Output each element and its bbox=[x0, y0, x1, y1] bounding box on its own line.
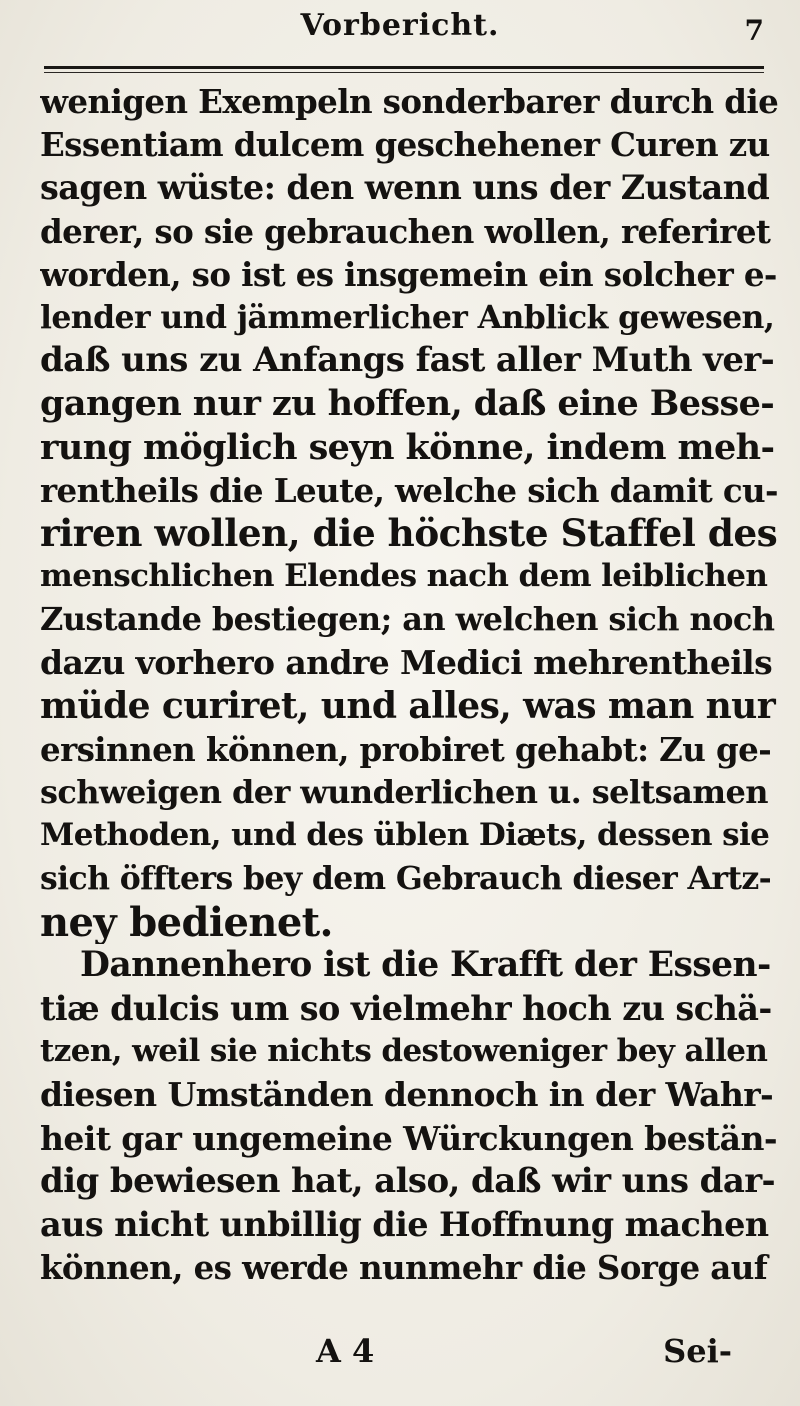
text-line: rung möglich seyn könne, indem meh- bbox=[40, 426, 775, 468]
text-line: daß uns zu Anfangs fast aller Muth ver- bbox=[40, 340, 775, 381]
text-line: ersinnen können, probiret gehabt: Zu ge- bbox=[40, 729, 772, 769]
text-line: diesen Umständen dennoch in der Wahr- bbox=[40, 1075, 774, 1115]
header-rule-thin bbox=[44, 72, 764, 73]
header-rule bbox=[44, 66, 764, 69]
text-line: Methoden, und des üblen Diæts, dessen sie bbox=[40, 817, 770, 854]
running-head bbox=[0, 8, 800, 48]
text-line: heit gar ungemeine Würckungen bestän- bbox=[40, 1118, 777, 1158]
text-line: menschlichen Elendes nach dem leiblichen bbox=[40, 558, 768, 595]
text-line: wenigen Exempeln sonderbarer durch die bbox=[40, 82, 778, 121]
text-line: ney bedienet. bbox=[40, 900, 333, 944]
running-title: Vorbericht. bbox=[300, 8, 500, 43]
text-line: müde curiret, und alles, was man nur bbox=[40, 684, 776, 727]
text-line: riren wollen, die höchste Staffel des bbox=[40, 511, 778, 555]
text-line: dig bewiesen hat, also, daß wir uns dar- bbox=[40, 1160, 776, 1201]
text-line: tiæ dulcis um so vielmehr hoch zu schä- bbox=[40, 988, 772, 1028]
text-line: sich öffters bey dem Gebrauch dieser Artz- bbox=[40, 860, 772, 898]
text-line: gangen nur zu hoffen, daß eine Besse- bbox=[40, 383, 775, 425]
page-number: 7 bbox=[744, 14, 764, 47]
text-line: derer, so sie gebrauchen wollen, referiret bbox=[40, 211, 771, 251]
text-line: dazu vorhero andre Medici mehrentheils bbox=[40, 643, 773, 683]
text-line: sagen wüste: den wenn uns der Zustand bbox=[40, 168, 770, 208]
body-text bbox=[40, 80, 778, 1289]
page-footer bbox=[0, 1332, 800, 1382]
text-line: Zustande bestiegen; an welchen sich noch bbox=[40, 600, 775, 639]
text-line: tzen, weil sie nichts destoweniger bey allen bbox=[40, 1033, 768, 1070]
paragraph-start-line: Dannenhero ist die Krafft der Essen- bbox=[80, 944, 771, 985]
signature-mark: A 4 bbox=[316, 1332, 375, 1370]
text-line: Essentiam dulcem geschehener Curen zu bbox=[40, 125, 770, 165]
text-line: rentheils die Leute, welche sich damit cu- bbox=[40, 470, 778, 510]
text-line: worden, so ist es insgemein ein solcher e- bbox=[40, 254, 777, 294]
text-line: lender und jämmerlicher Anblick gewesen, bbox=[40, 298, 775, 336]
text-line: schweigen der wunderlichen u. seltsamen bbox=[40, 773, 768, 811]
text-line: können, es werde nunmehr die Sorge auf bbox=[40, 1248, 768, 1288]
catchword: Sei- bbox=[663, 1332, 732, 1370]
text-line: aus nicht unbillig die Hoffnung machen bbox=[40, 1204, 769, 1244]
